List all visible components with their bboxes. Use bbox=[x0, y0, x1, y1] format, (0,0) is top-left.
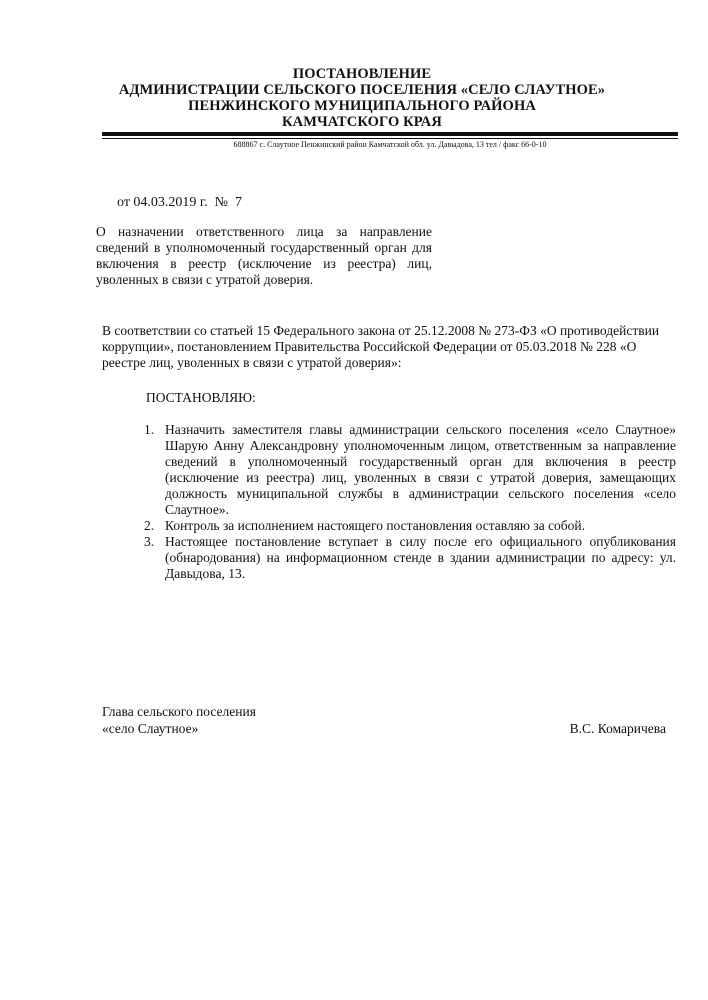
header-title: ПОСТАНОВЛЕНИЕ bbox=[292, 66, 432, 82]
header-divider-thick bbox=[102, 132, 678, 136]
item-number: 3. bbox=[144, 534, 155, 549]
header-district: ПЕНЖИНСКОГО МУНИЦИПАЛЬНОГО РАЙОНА bbox=[188, 98, 536, 114]
signer-position-line2: «село Слаутное» bbox=[102, 721, 199, 736]
document-date-number: от 04.03.2019 г. № 7 bbox=[117, 195, 242, 210]
header-administration: АДМИНИСТРАЦИИ СЕЛЬСКОГО ПОСЕЛЕНИЯ «СЕЛО СЛАУТНОЕ» bbox=[118, 82, 606, 98]
item-text: Контроль за исполнением настоящего постановления оставляю за собой. bbox=[165, 518, 586, 533]
signer-name: В.С. Комаричева bbox=[569, 721, 666, 736]
decree-items-list bbox=[144, 422, 676, 582]
header-divider-thin bbox=[102, 138, 678, 139]
item-text: Настоящее постановление вступает в силу после его официального опубликования (обнародования) на информационном стенде в здании администрации по адресу: ул. Давыдова, 13. bbox=[165, 534, 676, 581]
header-region: КАМЧАТСКОГО КРАЯ bbox=[282, 114, 442, 130]
legal-basis-paragraph: В соответствии со статьей 15 Федерального закона от 25.12.2008 № 273-ФЗ «О противодействии коррупции», постановлением Правительства Российской Федерации от 05.03.2018 № 228 «О реестре лиц, уволенных в связи с утратой доверия»: bbox=[102, 323, 660, 370]
signer-position-line1: Глава сельского поселения bbox=[102, 704, 256, 719]
document-header bbox=[60, 66, 664, 130]
list-item bbox=[144, 534, 676, 582]
item-number: 2. bbox=[144, 518, 155, 533]
decree-heading: ПОСТАНОВЛЯЮ: bbox=[146, 390, 256, 405]
header-address: 688867 с. Слаутное Пенжинский район Камчатской обл. ул. Давыдова, 13 тел / факс 66-0-10 bbox=[233, 140, 547, 149]
item-number: 1. bbox=[144, 422, 155, 437]
document-subject: О назначении ответственного лица за направление сведений в уполномоченный государственный орган для включения в реестр (исключение из реестра) лиц, уволенных в связи с утратой доверия. bbox=[96, 224, 432, 287]
list-item bbox=[144, 422, 676, 518]
list-item bbox=[144, 518, 676, 534]
item-text: Назначить заместителя главы администрации сельского поселения «село Слаутное» Шарую Анну Александровну уполномоченным лицом, ответственным за направление сведений в уполномоченный государственный орган для включения в реестр (исключение из реестра) лиц, уволенных в связи с утратой доверия, замещающих должность муниципальной службы в администрации сельского поселения «село Слаутное». bbox=[165, 422, 676, 517]
signer-position bbox=[102, 703, 256, 737]
